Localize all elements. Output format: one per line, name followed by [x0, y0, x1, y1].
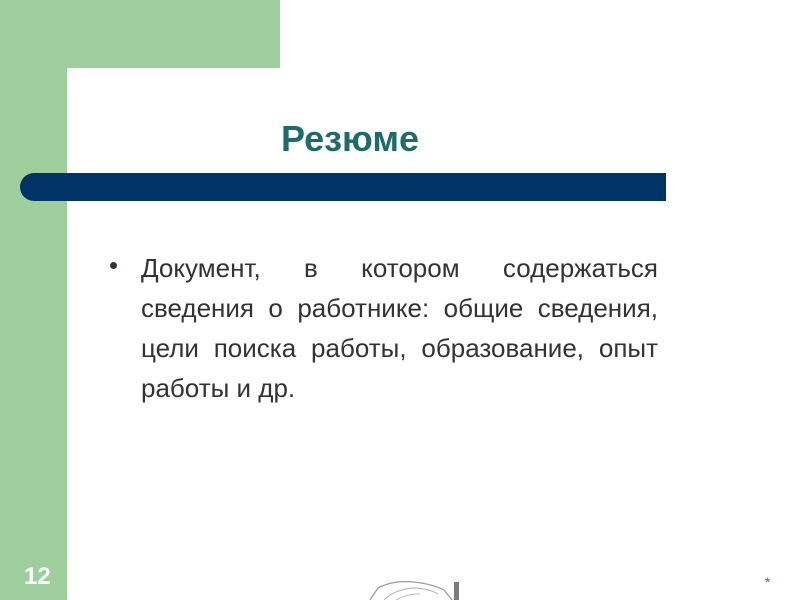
- bullet-text: Документ, в котором содержаться сведения о работнике: общие сведения, цели поиска работы, образование, опыт работы и др.: [141, 253, 658, 403]
- bullet-list: [110, 248, 658, 408]
- green-frame-left: [0, 0, 67, 600]
- hand-sketch-icon: [362, 578, 462, 600]
- slide-number: 12: [24, 563, 51, 590]
- list-item: [110, 248, 658, 408]
- footer-mark: *: [765, 574, 771, 590]
- title-underline-bar: [20, 173, 666, 201]
- bullet-dot-icon: [110, 262, 117, 269]
- slide-title: Резюме: [281, 118, 419, 159]
